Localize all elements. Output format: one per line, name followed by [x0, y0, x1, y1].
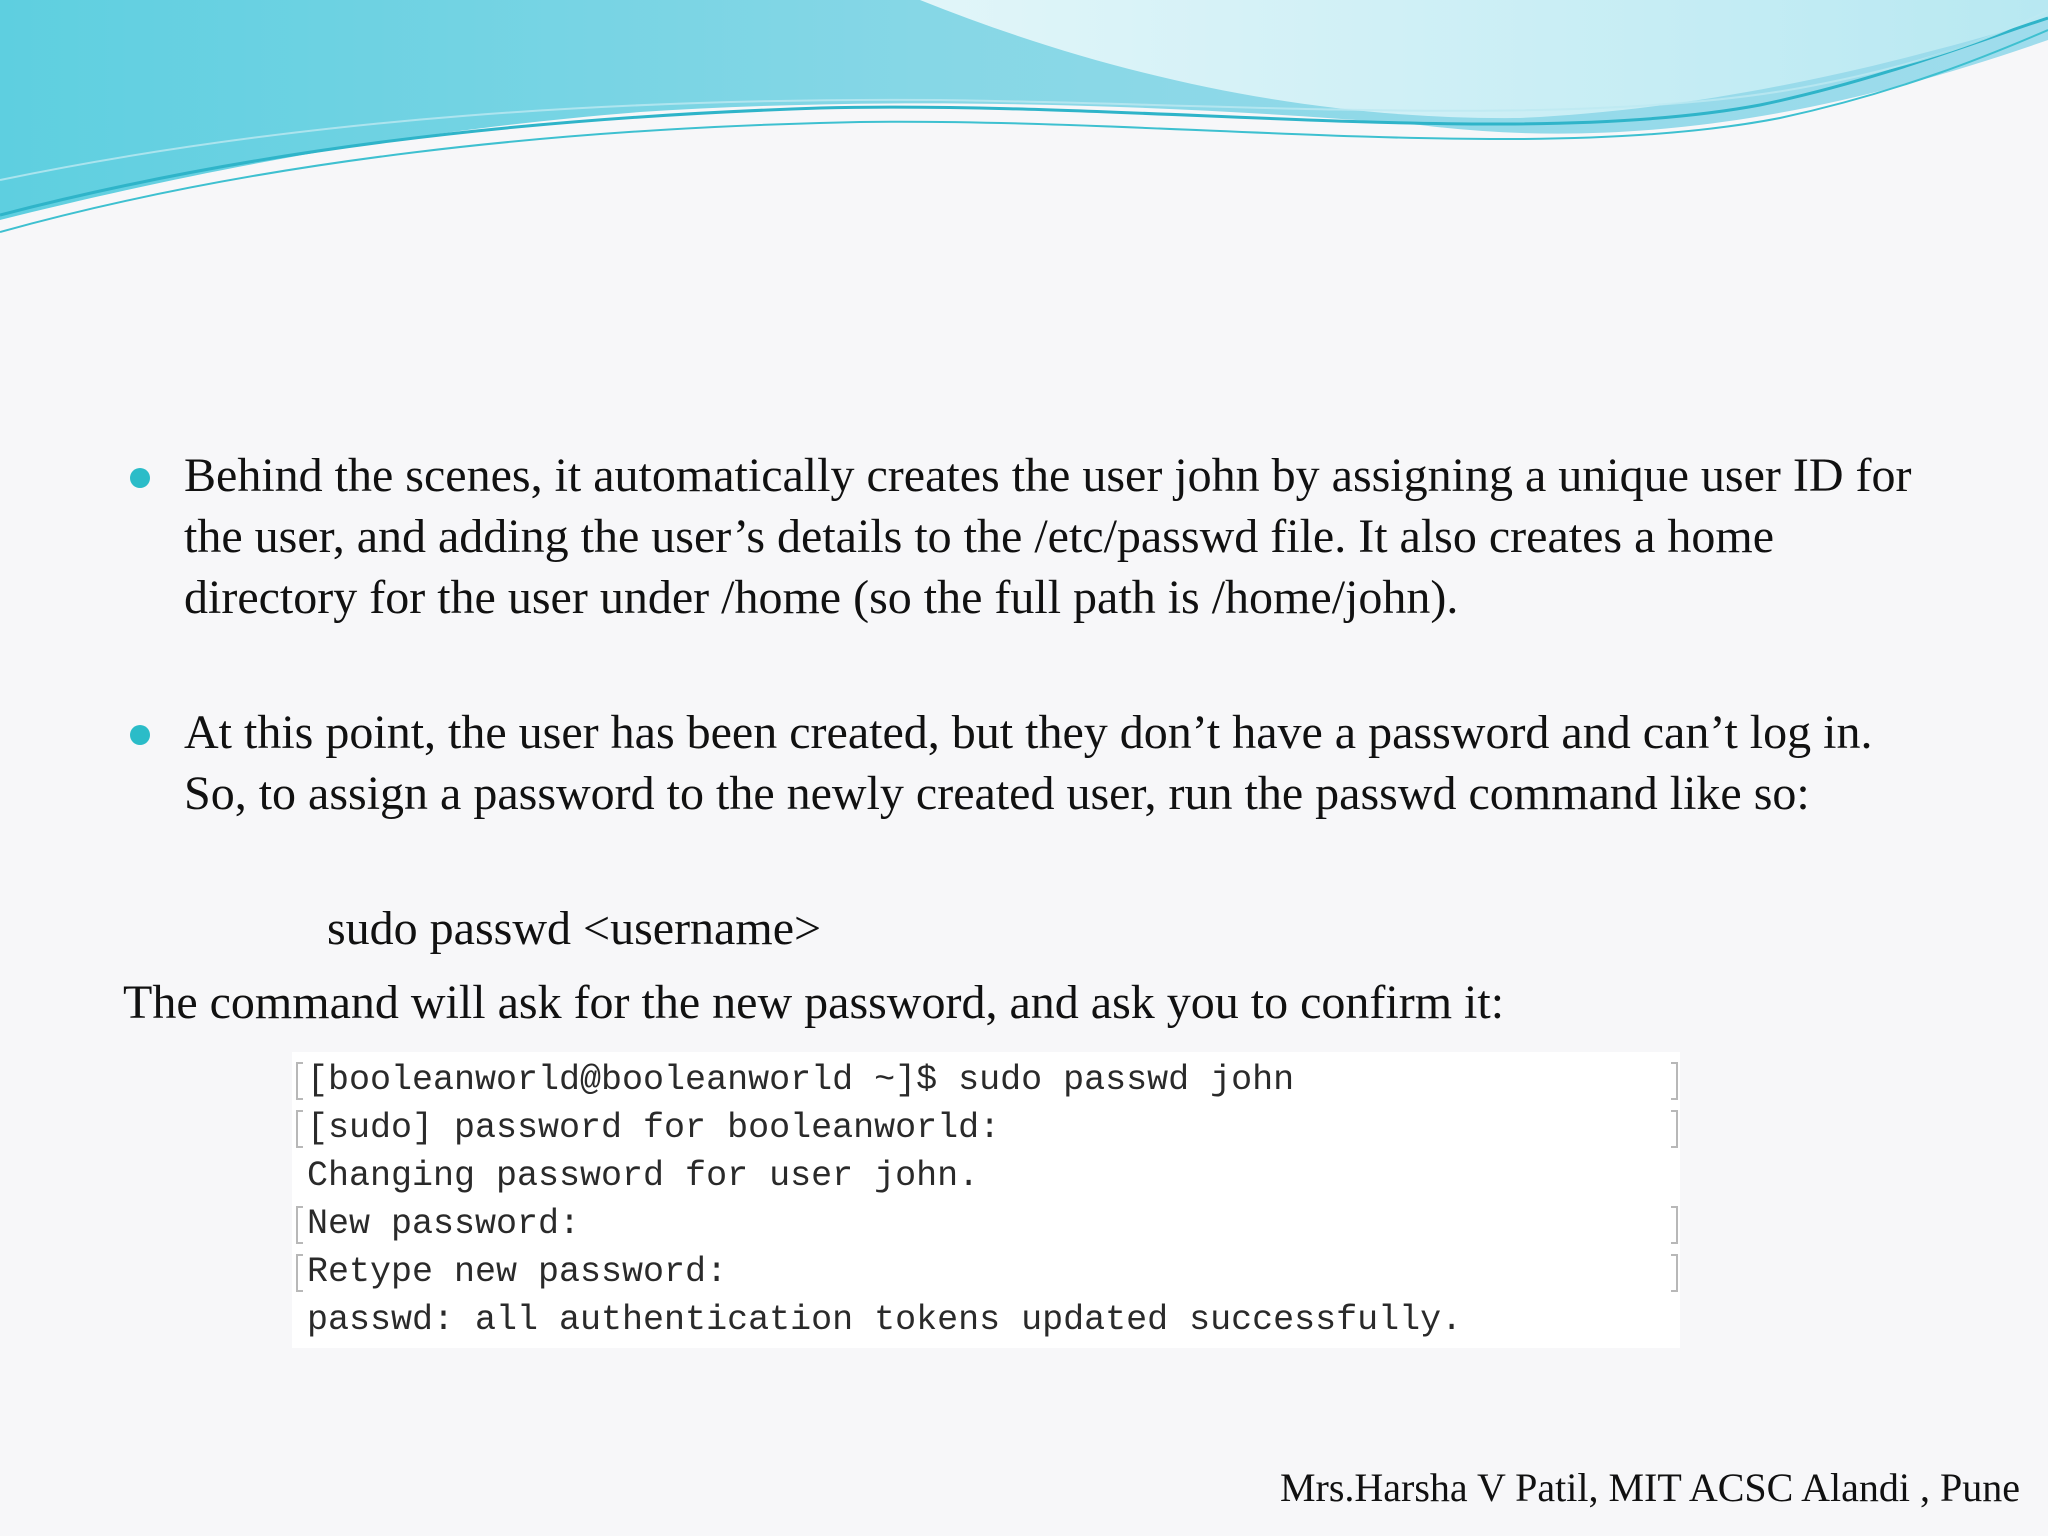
bracket-mark [1671, 1110, 1678, 1148]
bullet-text: Behind the scenes, it automatically creates the user john by assigning a unique user ID for the user, and adding the user’s details to the /etc/passwd file. It also creates a home directory for the user under /home (so the full path is /home/john). [184, 449, 1912, 624]
bracket-mark [296, 1062, 303, 1100]
terminal-line: Retype new password: [292, 1248, 1680, 1296]
bracket-mark [296, 1206, 303, 1244]
terminal-line: [booleanworld@booleanworld ~]$ sudo passwd john [292, 1056, 1680, 1104]
bullet-dot-icon [130, 725, 150, 745]
terminal-line: Changing password for user john. [307, 1156, 980, 1196]
footer-credit: Mrs.Harsha V Patil, MIT ACSC Alandi , Pune [1279, 1465, 2020, 1510]
bullet-item [184, 702, 1944, 824]
bracket-mark [1671, 1254, 1678, 1292]
follow-text: The command will ask for the new password, and ask you to confirm it: [123, 976, 1505, 1029]
bracket-mark [1671, 1206, 1678, 1244]
terminal-line: [sudo] password for booleanworld: [292, 1104, 1680, 1152]
terminal-line: passwd: all authentication tokens updated successfully. [307, 1300, 1463, 1340]
bracket-mark [296, 1254, 303, 1292]
terminal-line: New password: [292, 1200, 1680, 1248]
bullet-item [184, 445, 1944, 628]
terminal-screenshot [292, 1052, 1680, 1348]
bullet-dot-icon [130, 468, 150, 488]
command-example: sudo passwd <username> [327, 902, 822, 955]
bracket-mark [1671, 1062, 1678, 1100]
bracket-mark [296, 1110, 303, 1148]
bullet-text: At this point, the user has been created, but they don’t have a password and can’t log in. So, to assign a password to the newly created user, run the passwd command like so: [184, 706, 1873, 820]
